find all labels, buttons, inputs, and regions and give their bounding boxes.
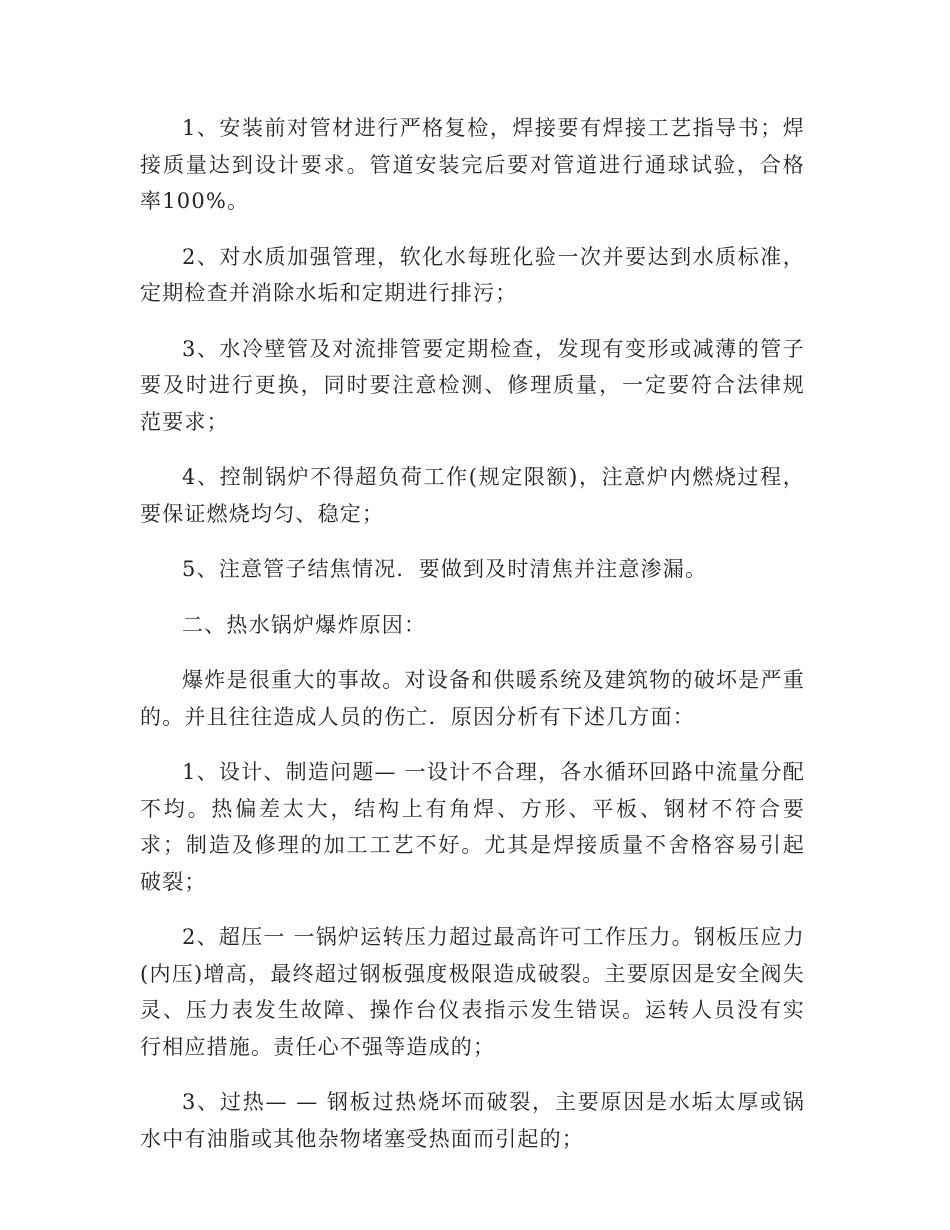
paragraph-2: 2、对水质加强管理，软化水每班化验一次并要达到水质标准，定期检查并消除水垢和定期进行排污； (140, 244, 805, 305)
paragraph-8: 1、设计、制造问题— 一设计不合理，各水循环回路中流量分配不均。热偏差太大，结构上有角焊、方形、平板、钢材不符合要求；制造及修理的加工工艺不好。尤其是焊接质量不舍格容易引起破裂； (140, 760, 805, 894)
paragraph-4: 4、控制锅炉不得超负荷工作(规定限额)，注意炉内燃烧过程，要保证燃烧均匀、稳定； (140, 465, 805, 526)
paragraph-7: 爆炸是很重大的事故。对设备和供暖系统及建筑物的破坏是严重的。并且往往造成人员的伤亡．原因分析有下述几方面： (140, 668, 805, 729)
paragraph-5: 5、注意管子结焦情况．要做到及时清焦并注意渗漏。 (182, 557, 708, 581)
paragraph-10: 3、过热— — 钢板过热烧坏而破裂，主要原因是水垢太厚或锅水中有油脂或其他杂物堵塞受热面而引起的； (140, 1090, 805, 1151)
paragraph-9: 2、超压一 一锅炉运转压力超过最高许可工作压力。钢板压应力(内压)增高，最终超过钢板强度极限造成破裂。主要原因是安全阀失灵、压力表发生故障、操作台仪表指示发生错误。运转人员没有实行相应措施。责任心不强等造成的； (140, 925, 805, 1059)
paragraph-3: 3、水冷壁管及对流排管要定期检查，发现有变形或减薄的管子要及时进行更换，同时要注意检测、修理质量，一定要符合法律规范要求； (140, 336, 805, 434)
section-heading: 二、热水锅炉爆炸原因： (182, 612, 427, 637)
paragraph-1: 1、安装前对管材进行严格复检，焊接要有焊接工艺指导书；焊接质量达到设计要求。管道安装完后要对管道进行通球试验，合格率100%。 (140, 116, 805, 213)
